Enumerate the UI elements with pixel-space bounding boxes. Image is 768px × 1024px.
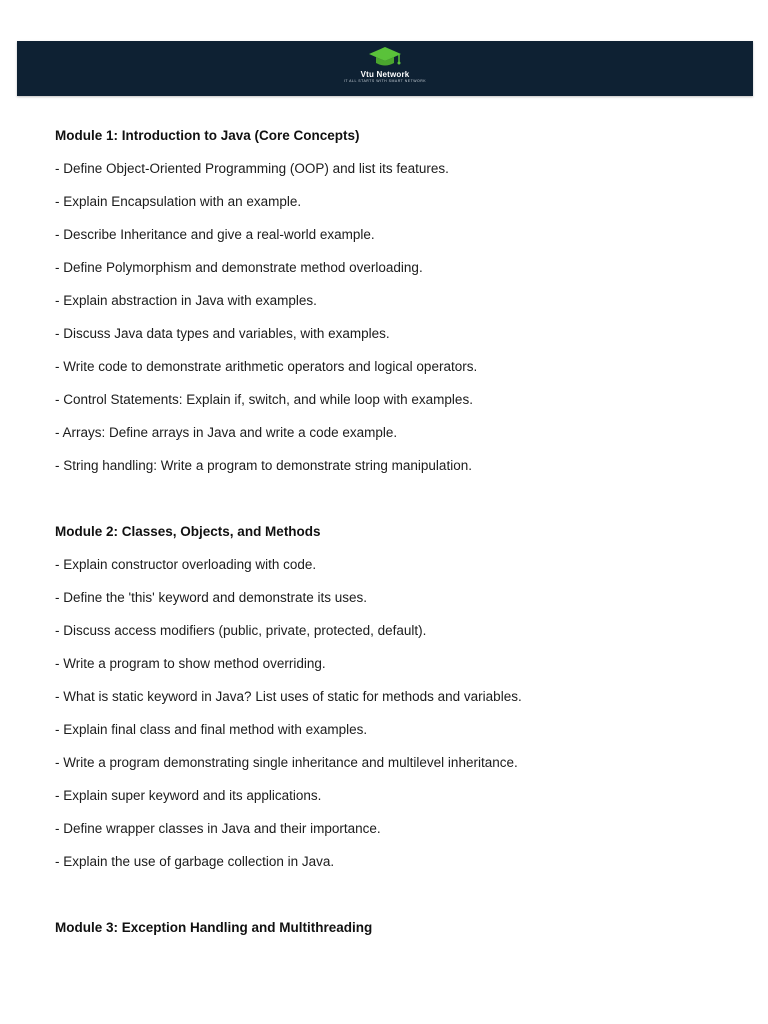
section-spacer xyxy=(55,885,735,918)
list-item: - Describe Inheritance and give a real-world example. xyxy=(55,227,375,242)
list-item: - Control Statements: Explain if, switch, and while loop with examples. xyxy=(55,392,473,407)
list-item: - Define the 'this' keyword and demonstrate its uses. xyxy=(55,590,368,605)
section-spacer xyxy=(55,489,735,522)
list-item: - Write a program to show method overriding. xyxy=(55,656,326,671)
module-heading: Module 2: Classes, Objects, and Methods xyxy=(55,524,321,539)
brand-logo xyxy=(325,45,445,93)
brand-name: Vtu Network xyxy=(360,70,410,79)
list-item: - Arrays: Define arrays in Java and write a code example. xyxy=(55,425,398,440)
list-item: - Explain super keyword and its applications. xyxy=(55,788,322,803)
list-item: - Explain the use of garbage collection in Java. xyxy=(55,854,335,869)
list-item: - Explain constructor overloading with code. xyxy=(55,557,317,572)
document-content xyxy=(55,126,735,951)
module-heading: Module 1: Introduction to Java (Core Concepts) xyxy=(55,128,360,143)
list-item: - Define Polymorphism and demonstrate method overloading. xyxy=(55,260,423,275)
graduation-cap-icon xyxy=(325,45,445,69)
brand-tagline: IT ALL STARTS WITH SMART NETWORK xyxy=(343,79,427,83)
list-item: - Define Object-Oriented Programming (OOP) and list its features. xyxy=(55,161,449,176)
header-banner xyxy=(17,41,753,96)
list-item: - Explain final class and final method with examples. xyxy=(55,722,368,737)
list-item: - Write code to demonstrate arithmetic operators and logical operators. xyxy=(55,359,478,374)
list-item: - Discuss access modifiers (public, private, protected, default). xyxy=(55,623,427,638)
list-item: - Explain abstraction in Java with examples. xyxy=(55,293,317,308)
list-item: - Discuss Java data types and variables, with examples. xyxy=(55,326,390,341)
list-item: - Explain Encapsulation with an example. xyxy=(55,194,302,209)
list-item: - What is static keyword in Java? List uses of static for methods and variables. xyxy=(55,689,522,704)
module-heading: Module 3: Exception Handling and Multithreading xyxy=(55,920,373,935)
list-item: - String handling: Write a program to demonstrate string manipulation. xyxy=(55,458,472,473)
list-item: - Define wrapper classes in Java and their importance. xyxy=(55,821,381,836)
list-item: - Write a program demonstrating single inheritance and multilevel inheritance. xyxy=(55,755,518,770)
